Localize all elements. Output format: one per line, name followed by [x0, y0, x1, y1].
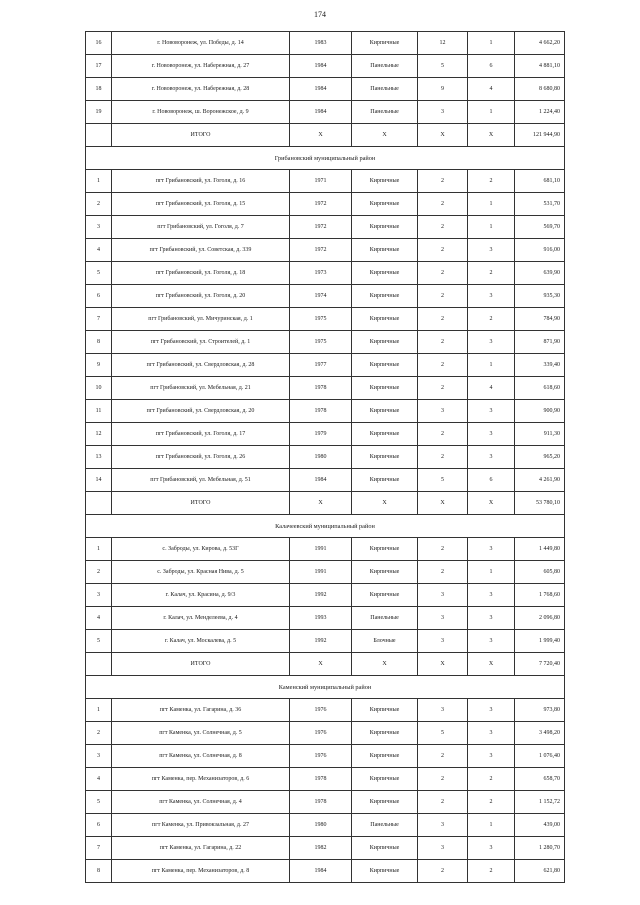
entrances-cell: 2: [468, 791, 515, 814]
wall-material-cell: Кирпичные: [352, 561, 418, 584]
address-cell: пгт Каменка, ул. Солнечная, д. 8: [112, 745, 290, 768]
entrances-cell: 3: [468, 538, 515, 561]
housing-registry-table: [85, 31, 565, 883]
area-cell: 1 076,40: [515, 745, 565, 768]
year-cell: 1980: [290, 446, 352, 469]
wall-material-cell: Кирпичные: [352, 400, 418, 423]
year-cell: 1980: [290, 814, 352, 837]
table-row: [86, 561, 565, 584]
floors-cell: 3: [418, 584, 468, 607]
floors-cell: 2: [418, 791, 468, 814]
floors-cell: 2: [418, 860, 468, 883]
floors-cell: 2: [418, 446, 468, 469]
year-cell: 1978: [290, 791, 352, 814]
address-cell: пгт Каменка, ул. Привокзальная, д. 27: [112, 814, 290, 837]
floors-cell: 2: [418, 216, 468, 239]
floors-cell: 2: [418, 308, 468, 331]
entrances-cell: 1: [468, 193, 515, 216]
year-cell: 1976: [290, 745, 352, 768]
entrances-cell: 3: [468, 630, 515, 653]
area-cell: 531,70: [515, 193, 565, 216]
floors-cell: 2: [418, 538, 468, 561]
entrances-cell: 3: [468, 584, 515, 607]
area-cell: 973,80: [515, 699, 565, 722]
total-floors-cell: X: [418, 124, 468, 147]
table-row: [86, 239, 565, 262]
floors-cell: 2: [418, 377, 468, 400]
entrances-cell: 2: [468, 860, 515, 883]
wall-material-cell: Кирпичные: [352, 308, 418, 331]
address-cell: г. Калач, ул. Москалева, д. 5: [112, 630, 290, 653]
table-row: [86, 400, 565, 423]
row-number-cell: 11: [86, 400, 112, 423]
year-cell: 1992: [290, 584, 352, 607]
floors-cell: 2: [418, 193, 468, 216]
row-number-cell: 14: [86, 469, 112, 492]
floors-cell: 12: [418, 32, 468, 55]
total-year-cell: X: [290, 492, 352, 515]
year-cell: 1974: [290, 285, 352, 308]
table-row: [86, 78, 565, 101]
total-area-cell: 53 780,10: [515, 492, 565, 515]
table-row: [86, 423, 565, 446]
area-cell: 681,10: [515, 170, 565, 193]
table-body: [86, 32, 565, 883]
entrances-cell: 3: [468, 446, 515, 469]
floors-cell: 3: [418, 699, 468, 722]
area-cell: 4 881,10: [515, 55, 565, 78]
wall-material-cell: Кирпичные: [352, 699, 418, 722]
address-cell: пгт Грибановский, ул. Мебельная, д. 21: [112, 377, 290, 400]
area-cell: 618,60: [515, 377, 565, 400]
floors-cell: 2: [418, 331, 468, 354]
address-cell: пгт Каменка, ул. Гагарина, д. 22: [112, 837, 290, 860]
entrances-cell: 3: [468, 837, 515, 860]
table-row: [86, 55, 565, 78]
floors-cell: 2: [418, 423, 468, 446]
wall-material-cell: Кирпичные: [352, 285, 418, 308]
year-cell: 1992: [290, 630, 352, 653]
total-floors-cell: X: [418, 653, 468, 676]
row-number-cell: 7: [86, 308, 112, 331]
wall-material-cell: Кирпичные: [352, 446, 418, 469]
address-cell: с. Заброды, ул. Кирова, д. 53Г: [112, 538, 290, 561]
floors-cell: 2: [418, 170, 468, 193]
row-number-cell: 2: [86, 722, 112, 745]
address-cell: пгт Грибановский, ул. Мичуринская, д. 1: [112, 308, 290, 331]
row-number-cell: 3: [86, 745, 112, 768]
floors-cell: 2: [418, 239, 468, 262]
table-row: [86, 630, 565, 653]
total-year-cell: X: [290, 653, 352, 676]
entrances-cell: 3: [468, 331, 515, 354]
row-number-cell: 18: [86, 78, 112, 101]
wall-material-cell: Кирпичные: [352, 32, 418, 55]
row-number-cell: 4: [86, 239, 112, 262]
area-cell: 8 680,80: [515, 78, 565, 101]
entrances-cell: 1: [468, 354, 515, 377]
row-number-cell: 19: [86, 101, 112, 124]
area-cell: 621,80: [515, 860, 565, 883]
floors-cell: 2: [418, 561, 468, 584]
table-row: [86, 262, 565, 285]
row-number-cell: 9: [86, 354, 112, 377]
year-cell: 1993: [290, 607, 352, 630]
floors-cell: 3: [418, 101, 468, 124]
table-row: [86, 193, 565, 216]
total-empty-cell: [86, 124, 112, 147]
entrances-cell: 1: [468, 814, 515, 837]
row-number-cell: 1: [86, 538, 112, 561]
floors-cell: 3: [418, 814, 468, 837]
year-cell: 1976: [290, 699, 352, 722]
year-cell: 1978: [290, 768, 352, 791]
entrances-cell: 6: [468, 55, 515, 78]
floors-cell: 2: [418, 262, 468, 285]
year-cell: 1982: [290, 837, 352, 860]
table-row: [86, 377, 565, 400]
year-cell: 1975: [290, 331, 352, 354]
table-row: [86, 699, 565, 722]
wall-material-cell: Кирпичные: [352, 745, 418, 768]
total-entrances-cell: X: [468, 124, 515, 147]
row-number-cell: 4: [86, 768, 112, 791]
total-entrances-cell: X: [468, 653, 515, 676]
address-cell: г. Калач, ул. Менделеева, д. 4: [112, 607, 290, 630]
total-year-cell: X: [290, 124, 352, 147]
year-cell: 1984: [290, 860, 352, 883]
address-cell: пгт Грибановский, ул. Гоголя, д. 26: [112, 446, 290, 469]
section-header-row: [86, 676, 565, 699]
table-row: [86, 32, 565, 55]
address-cell: пгт Грибановский, ул. Гоголя, д. 15: [112, 193, 290, 216]
table-row: [86, 308, 565, 331]
wall-material-cell: Блочные: [352, 630, 418, 653]
address-cell: пгт Грибановский, ул. Гоголя, д. 18: [112, 262, 290, 285]
year-cell: 1984: [290, 469, 352, 492]
floors-cell: 3: [418, 630, 468, 653]
table-row: [86, 814, 565, 837]
row-number-cell: 16: [86, 32, 112, 55]
row-number-cell: 8: [86, 331, 112, 354]
area-cell: 4 662,20: [515, 32, 565, 55]
wall-material-cell: Панельные: [352, 78, 418, 101]
address-cell: пгт Грибановский, ул. Мебельная, д. 51: [112, 469, 290, 492]
table-row: [86, 745, 565, 768]
table-row: [86, 354, 565, 377]
entrances-cell: 1: [468, 561, 515, 584]
wall-material-cell: Кирпичные: [352, 377, 418, 400]
address-cell: пгт Каменка, ул. Солнечная, д. 4: [112, 791, 290, 814]
year-cell: 1972: [290, 239, 352, 262]
address-cell: г. Калач, ул. Красина, д. 9/3: [112, 584, 290, 607]
entrances-cell: 6: [468, 469, 515, 492]
address-cell: с. Заброды, ул. Красная Нива, д. 5: [112, 561, 290, 584]
entrances-cell: 3: [468, 722, 515, 745]
address-cell: пгт Каменка, пер. Механизаторов, д. 8: [112, 860, 290, 883]
table-row: [86, 860, 565, 883]
wall-material-cell: Кирпичные: [352, 538, 418, 561]
area-cell: 911,30: [515, 423, 565, 446]
total-row: [86, 492, 565, 515]
year-cell: 1991: [290, 561, 352, 584]
entrances-cell: 2: [468, 768, 515, 791]
wall-material-cell: Кирпичные: [352, 354, 418, 377]
floors-cell: 3: [418, 837, 468, 860]
address-cell: пгт Грибановский, ул. Свердловская, д. 28: [112, 354, 290, 377]
address-cell: г. Нововоронеж, ш. Воронежское, д. 9: [112, 101, 290, 124]
area-cell: 4 261,90: [515, 469, 565, 492]
entrances-cell: 4: [468, 377, 515, 400]
area-cell: 900,90: [515, 400, 565, 423]
section-title: Грибановский муниципальный район: [86, 147, 565, 170]
wall-material-cell: Кирпичные: [352, 170, 418, 193]
table-row: [86, 538, 565, 561]
wall-material-cell: Кирпичные: [352, 331, 418, 354]
area-cell: 965,20: [515, 446, 565, 469]
area-cell: 1 152,72: [515, 791, 565, 814]
wall-material-cell: Кирпичные: [352, 423, 418, 446]
year-cell: 1971: [290, 170, 352, 193]
address-cell: пгт Грибановский, ул. Строителей, д. 1: [112, 331, 290, 354]
area-cell: 439,00: [515, 814, 565, 837]
table-row: [86, 331, 565, 354]
wall-material-cell: Кирпичные: [352, 722, 418, 745]
row-number-cell: 3: [86, 216, 112, 239]
wall-material-cell: Кирпичные: [352, 837, 418, 860]
entrances-cell: 3: [468, 607, 515, 630]
area-cell: 605,80: [515, 561, 565, 584]
year-cell: 1972: [290, 193, 352, 216]
row-number-cell: 1: [86, 699, 112, 722]
year-cell: 1984: [290, 78, 352, 101]
entrances-cell: 3: [468, 745, 515, 768]
area-cell: 784,90: [515, 308, 565, 331]
total-floors-cell: X: [418, 492, 468, 515]
address-cell: пгт Грибановский, ул. Гоголя, д. 20: [112, 285, 290, 308]
table-row: [86, 607, 565, 630]
table-row: [86, 722, 565, 745]
table-row: [86, 101, 565, 124]
wall-material-cell: Панельные: [352, 101, 418, 124]
row-number-cell: 10: [86, 377, 112, 400]
total-material-cell: X: [352, 653, 418, 676]
wall-material-cell: Кирпичные: [352, 584, 418, 607]
address-cell: пгт Грибановский, ул. Советская, д. 339: [112, 239, 290, 262]
entrances-cell: 2: [468, 308, 515, 331]
row-number-cell: 3: [86, 584, 112, 607]
area-cell: 916,00: [515, 239, 565, 262]
year-cell: 1979: [290, 423, 352, 446]
table-row: [86, 837, 565, 860]
year-cell: 1973: [290, 262, 352, 285]
address-cell: г. Нововоронеж, ул. Победы, д. 14: [112, 32, 290, 55]
table-row: [86, 285, 565, 308]
year-cell: 1991: [290, 538, 352, 561]
total-row: [86, 653, 565, 676]
section-title: Каменский муниципальный район: [86, 676, 565, 699]
total-entrances-cell: X: [468, 492, 515, 515]
address-cell: пгт Грибановский, ул. Гоголя, д. 17: [112, 423, 290, 446]
floors-cell: 2: [418, 285, 468, 308]
wall-material-cell: Панельные: [352, 607, 418, 630]
area-cell: 658,70: [515, 768, 565, 791]
table-row: [86, 446, 565, 469]
area-cell: 1 224,40: [515, 101, 565, 124]
address-cell: г. Нововоронеж, ул. Набережная, д. 27: [112, 55, 290, 78]
year-cell: 1984: [290, 55, 352, 78]
year-cell: 1978: [290, 377, 352, 400]
year-cell: 1983: [290, 32, 352, 55]
row-number-cell: 6: [86, 285, 112, 308]
row-number-cell: 7: [86, 837, 112, 860]
total-empty-cell: [86, 492, 112, 515]
total-row: [86, 124, 565, 147]
section-header-row: [86, 515, 565, 538]
floors-cell: 2: [418, 745, 468, 768]
table-row: [86, 791, 565, 814]
address-cell: г. Нововоронеж, ул. Набережная, д. 28: [112, 78, 290, 101]
total-label-cell: ИТОГО: [112, 124, 290, 147]
entrances-cell: 3: [468, 400, 515, 423]
address-cell: пгт Каменка, пер. Механизаторов, д. 6: [112, 768, 290, 791]
total-material-cell: X: [352, 124, 418, 147]
page-number: 174: [314, 10, 326, 19]
entrances-cell: 3: [468, 239, 515, 262]
area-cell: 339,40: [515, 354, 565, 377]
floors-cell: 5: [418, 722, 468, 745]
table-row: [86, 584, 565, 607]
year-cell: 1972: [290, 216, 352, 239]
wall-material-cell: Панельные: [352, 814, 418, 837]
floors-cell: 3: [418, 400, 468, 423]
total-empty-cell: [86, 653, 112, 676]
row-number-cell: 12: [86, 423, 112, 446]
table-row: [86, 469, 565, 492]
year-cell: 1978: [290, 400, 352, 423]
address-cell: пгт Грибановский, ул. Гоголя, д. 7: [112, 216, 290, 239]
year-cell: 1976: [290, 722, 352, 745]
entrances-cell: 1: [468, 32, 515, 55]
total-material-cell: X: [352, 492, 418, 515]
row-number-cell: 1: [86, 170, 112, 193]
area-cell: 2 096,80: [515, 607, 565, 630]
entrances-cell: 2: [468, 262, 515, 285]
entrances-cell: 3: [468, 285, 515, 308]
address-cell: пгт Грибановский, ул. Гоголя, д. 16: [112, 170, 290, 193]
row-number-cell: 8: [86, 860, 112, 883]
floors-cell: 2: [418, 354, 468, 377]
wall-material-cell: Кирпичные: [352, 860, 418, 883]
row-number-cell: 5: [86, 791, 112, 814]
floors-cell: 3: [418, 607, 468, 630]
address-cell: пгт Каменка, ул. Солнечная, д. 5: [112, 722, 290, 745]
year-cell: 1977: [290, 354, 352, 377]
address-cell: пгт Грибановский, ул. Свердловская, д. 20: [112, 400, 290, 423]
area-cell: 871,90: [515, 331, 565, 354]
floors-cell: 9: [418, 78, 468, 101]
entrances-cell: 1: [468, 101, 515, 124]
area-cell: 3 498,20: [515, 722, 565, 745]
section-title: Калачеевский муниципальный район: [86, 515, 565, 538]
row-number-cell: 5: [86, 262, 112, 285]
total-area-cell: 121 944,90: [515, 124, 565, 147]
area-cell: 1 999,40: [515, 630, 565, 653]
row-number-cell: 4: [86, 607, 112, 630]
area-cell: 1 449,80: [515, 538, 565, 561]
entrances-cell: 4: [468, 78, 515, 101]
entrances-cell: 3: [468, 699, 515, 722]
area-cell: 1 280,70: [515, 837, 565, 860]
row-number-cell: 6: [86, 814, 112, 837]
floors-cell: 2: [418, 768, 468, 791]
wall-material-cell: Кирпичные: [352, 239, 418, 262]
year-cell: 1984: [290, 101, 352, 124]
total-area-cell: 7 720,40: [515, 653, 565, 676]
row-number-cell: 5: [86, 630, 112, 653]
wall-material-cell: Панельные: [352, 55, 418, 78]
wall-material-cell: Кирпичные: [352, 768, 418, 791]
entrances-cell: 1: [468, 216, 515, 239]
entrances-cell: 2: [468, 170, 515, 193]
row-number-cell: 13: [86, 446, 112, 469]
wall-material-cell: Кирпичные: [352, 262, 418, 285]
total-label-cell: ИТОГО: [112, 653, 290, 676]
area-cell: 1 768,60: [515, 584, 565, 607]
area-cell: 569,70: [515, 216, 565, 239]
wall-material-cell: Кирпичные: [352, 469, 418, 492]
section-header-row: [86, 147, 565, 170]
row-number-cell: 2: [86, 193, 112, 216]
row-number-cell: 2: [86, 561, 112, 584]
table-row: [86, 768, 565, 791]
entrances-cell: 3: [468, 423, 515, 446]
table-row: [86, 216, 565, 239]
wall-material-cell: Кирпичные: [352, 791, 418, 814]
address-cell: пгт Каменка, ул. Гагарина, д. 36: [112, 699, 290, 722]
area-cell: 639,90: [515, 262, 565, 285]
floors-cell: 5: [418, 469, 468, 492]
row-number-cell: 17: [86, 55, 112, 78]
total-label-cell: ИТОГО: [112, 492, 290, 515]
table-row: [86, 170, 565, 193]
area-cell: 935,30: [515, 285, 565, 308]
wall-material-cell: Кирпичные: [352, 216, 418, 239]
year-cell: 1975: [290, 308, 352, 331]
wall-material-cell: Кирпичные: [352, 193, 418, 216]
floors-cell: 5: [418, 55, 468, 78]
